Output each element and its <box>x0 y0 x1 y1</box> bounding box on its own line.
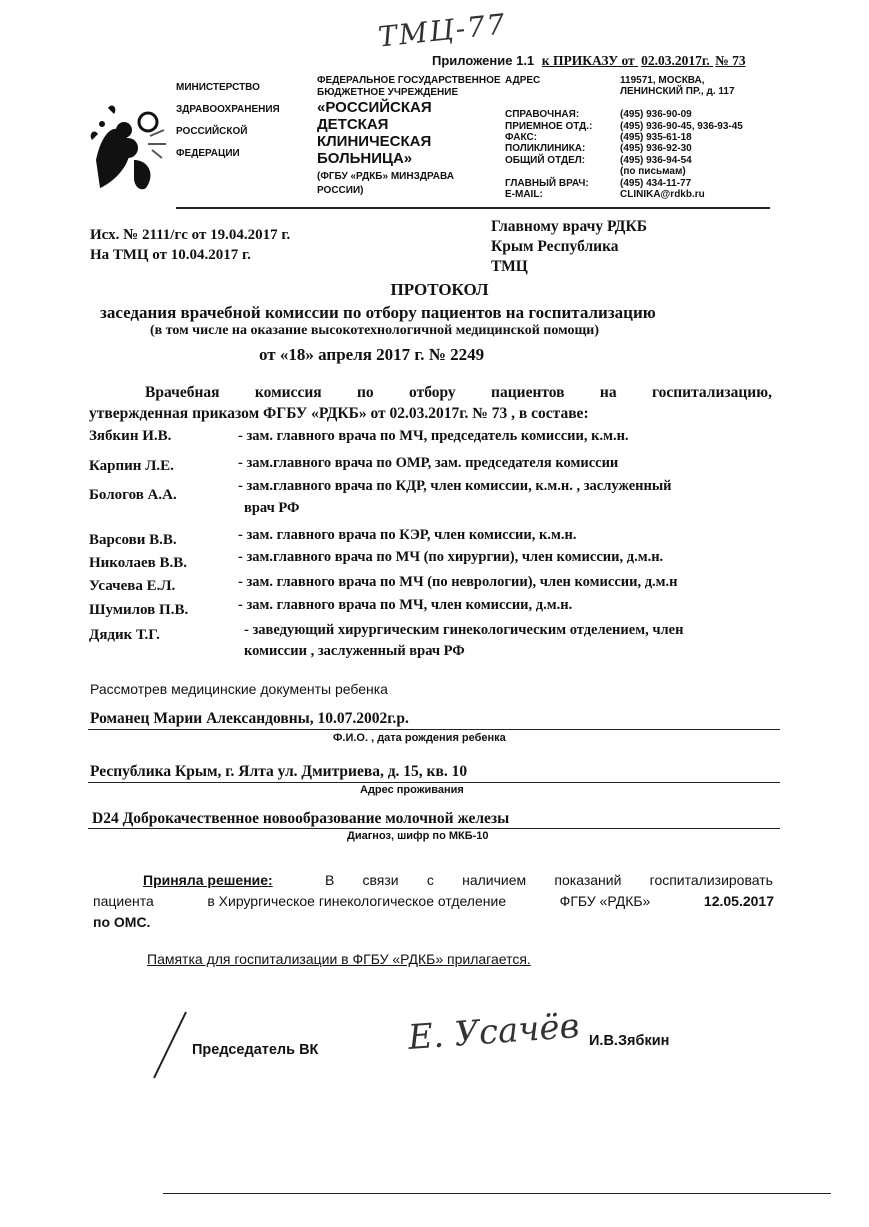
intro-word: на <box>599 384 617 401</box>
contact-value: (495) 434-11-77 <box>620 177 692 189</box>
organization-block <box>317 75 501 198</box>
decision-hospital: ФГБУ «РДКБ» <box>559 893 651 909</box>
member-role: - зам.главного врача по ОМР, зам. председателя комиссии <box>238 455 619 471</box>
org-name-line: БОЛЬНИЦА» <box>317 150 413 167</box>
handwritten-signature: Е. Усачёв <box>406 1006 581 1058</box>
member-role: - зам. главного врача по МЧ, член комиссии, д.м.н. <box>238 597 573 613</box>
contact-label: E-MAIL: <box>505 188 543 200</box>
intro-word: комиссия <box>254 384 322 401</box>
contact-label: ГЛАВНЫЙ ВРАЧ: <box>505 177 589 189</box>
member-role-cont: комиссии , заслуженный врач РФ <box>244 643 465 659</box>
ministry-line: РОССИЙСКОЙ <box>176 126 248 137</box>
reply-ref: На ТМЦ от 10.04.2017 г. <box>90 247 251 263</box>
member-name: Бологов А.А. <box>89 487 177 503</box>
addressee-line: Главному врачу РДКБ <box>491 218 647 235</box>
signature-slash <box>150 1010 190 1080</box>
ministry-line: ЗДРАВООХРАНЕНИЯ <box>176 104 280 115</box>
contact-label <box>505 98 592 109</box>
org-name-line: «РОССИЙСКАЯ <box>317 99 432 116</box>
appendix-order-date: 02.03.2017г. <box>641 53 710 68</box>
title-line-2: (в том числе на оказание высокотехнологичной медицинской помощи) <box>150 323 599 338</box>
member-role: - зам. главного врача по МЧ (по неврологии), член комиссии, д.м.н <box>238 574 678 590</box>
appendix-order-no: № 73 <box>715 53 746 68</box>
contact-label: АДРЕС <box>505 75 541 86</box>
patient-name: Романец Марии Александовны, 10.07.2002г.р. <box>90 710 409 727</box>
patient-diagnosis: D24 Доброкачественное новообразование молочной железы <box>92 810 510 827</box>
contact-value: (495) 936-90-09 <box>620 109 692 121</box>
patient-name-caption: Ф.И.О. , дата рождения ребенка <box>333 732 506 744</box>
contact-value: (495) 936-92-30 <box>620 143 692 155</box>
org-type-line: БЮДЖЕТНОЕ УЧРЕЖДЕНИЕ <box>317 87 459 98</box>
footer-rule <box>163 1193 831 1194</box>
decision-word: с <box>426 872 434 888</box>
intro-word: пациентов <box>491 384 565 401</box>
org-name-line: КЛИНИЧЕСКАЯ <box>317 133 432 150</box>
appendix-order-ref: к ПРИКАЗУ от <box>541 53 635 68</box>
contact-label: ОБЩИЙ ОТДЕЛ: <box>505 154 586 166</box>
intro-word: госпитализацию, <box>651 384 772 401</box>
org-type-line: ФЕДЕРАЛЬНОЕ ГОСУДАРСТВЕННОЕ <box>317 75 501 86</box>
member-name: Карпин Л.Е. <box>89 458 174 474</box>
intro-word: по <box>357 384 374 401</box>
contact-value <box>620 98 743 109</box>
ministry-line: МИНИСТЕРСТВО <box>176 82 260 93</box>
contact-label: СПРАВОЧНАЯ: <box>505 109 580 121</box>
contact-value: 119571, МОСКВА, <box>620 75 705 86</box>
outgoing-ref: Исх. № 2111/гс от 19.04.2017 г. <box>90 227 291 243</box>
hospital-logo <box>88 100 168 195</box>
contact-value: (495) 936-90-45, 936-93-45 <box>620 120 743 132</box>
handwritten-annotation: ТМЦ-77 <box>376 7 509 54</box>
contact-values <box>620 75 743 200</box>
patient-name-underline <box>88 729 780 730</box>
member-name: Варсови В.В. <box>89 532 177 548</box>
intro-word: Врачебная <box>145 384 220 401</box>
member-name: Дядик Т.Г. <box>89 627 160 643</box>
outgoing-block <box>90 225 290 265</box>
contact-value: (по письмам) <box>620 166 686 178</box>
contact-label <box>505 86 592 97</box>
intro-line-2: утвержденная приказом ФГБУ «РДКБ» от 02.03.2017г. № 73 , в составе: <box>89 405 589 422</box>
patient-diagnosis-caption: Диагноз, шифр по МКБ-10 <box>347 830 489 842</box>
org-short-line: (ФГБУ «РДКБ» МИНЗДРАВА <box>317 171 454 182</box>
contact-value: CLINIKA@rdkb.ru <box>620 188 705 200</box>
contact-label: ПРИЕМНОЕ ОТД.: <box>505 120 593 132</box>
decision-word: В <box>324 872 335 888</box>
decision-line-1 <box>143 872 773 888</box>
contact-label: ФАКС: <box>505 131 538 143</box>
title-line-3: от «18» апреля 2017 г. № 2249 <box>259 345 485 364</box>
appendix-reference <box>432 53 746 69</box>
decision-line-3: по ОМС. <box>93 914 151 930</box>
patient-address-caption: Адрес проживания <box>360 784 464 796</box>
intro-word: отбору <box>409 384 456 401</box>
addressee-block <box>491 217 647 277</box>
contact-label: ПОЛИКЛИНИКА: <box>505 143 586 155</box>
member-name: Шумилов П.В. <box>89 602 189 618</box>
member-role: - зам.главного врача по КДР, член комиссии, к.м.н. , заслуженный <box>238 478 672 494</box>
member-role: - зам.главного врача по МЧ (по хирургии), член комиссии, д.м.н. <box>238 549 664 565</box>
title-line-1: заседания врачебной комиссии по отбору пациентов на госпитализацию <box>100 303 656 322</box>
decision-label: Приняла решение: <box>143 872 273 888</box>
ministry-line: ФЕДЕРАЦИИ <box>176 148 240 159</box>
member-role: - зам. главного врача по МЧ, председатель комиссии, к.м.н. <box>238 428 629 444</box>
document-title: ПРОТОКОЛ <box>390 280 489 299</box>
decision-word: показаний <box>554 872 622 888</box>
member-role: - зам. главного врача по КЭР, член комиссии, к.м.н. <box>238 527 577 543</box>
decision-date: 12.05.2017 <box>703 893 774 909</box>
org-name-line: ДЕТСКАЯ <box>317 116 389 133</box>
addressee-line: ТМЦ <box>491 258 528 275</box>
patient-diagnosis-underline <box>88 828 780 829</box>
signature-role: Председатель ВК <box>192 1042 319 1058</box>
member-role: - заведующий хирургическим гинекологическим отделением, член <box>244 622 684 638</box>
intro-line-1 <box>145 384 772 402</box>
decision-word: наличием <box>462 872 527 888</box>
decision-line-2 <box>93 893 774 909</box>
member-name: Усачева Е.Л. <box>89 578 176 594</box>
appendix-prefix: Приложение 1.1 <box>432 53 535 68</box>
reviewed-text: Рассмотрев медицинские документы ребенка <box>90 681 388 697</box>
decision-word: пациента <box>93 893 154 909</box>
decision-department: в Хирургическое гинекологическое отделение <box>207 893 507 909</box>
header-divider <box>176 207 770 209</box>
addressee-line: Крым Республика <box>491 238 619 255</box>
contact-value: (495) 936-94-54 <box>620 154 692 166</box>
contact-label <box>505 166 592 177</box>
patient-address: Республика Крым, г. Ялта ул. Дмитриева, д. 15, кв. 10 <box>90 763 468 780</box>
ministry-block <box>176 81 280 169</box>
contact-value: ЛЕНИНСКИЙ ПР., д. 117 <box>620 86 735 98</box>
decision-word: госпитализировать <box>649 872 773 888</box>
contact-value: (495) 935-61-18 <box>620 131 692 143</box>
contact-labels <box>505 75 592 200</box>
memo-text: Памятка для госпитализации в ФГБУ «РДКБ» прилагается. <box>147 951 531 967</box>
member-role-cont: врач РФ <box>244 500 300 516</box>
member-name: Николаев В.В. <box>89 555 187 571</box>
patient-address-underline <box>88 782 780 783</box>
signature-name: И.В.Зябкин <box>589 1033 670 1049</box>
decision-word: связи <box>362 872 399 888</box>
org-short-line: РОССИИ) <box>317 185 364 196</box>
member-name: Зябкин И.В. <box>89 428 172 444</box>
